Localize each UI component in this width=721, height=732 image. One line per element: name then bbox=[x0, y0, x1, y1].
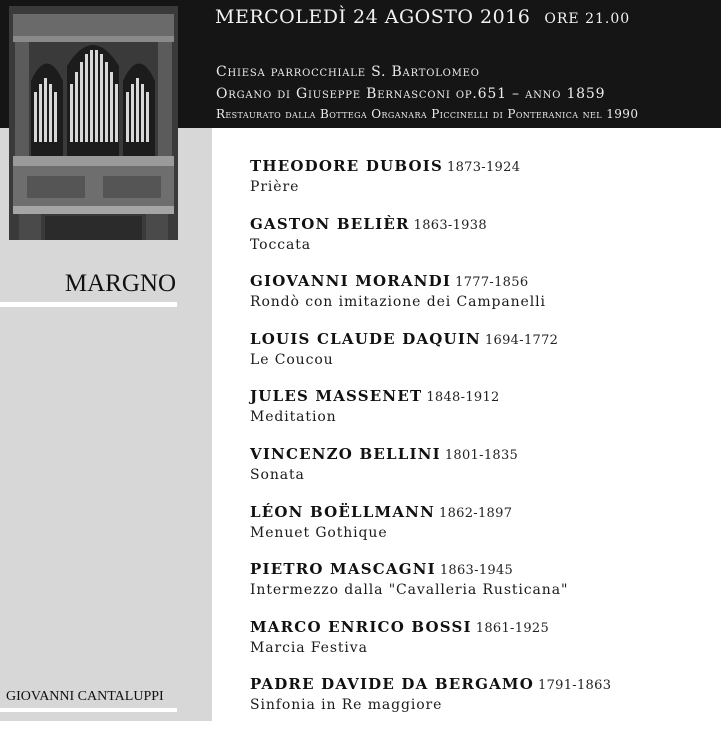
program-list bbox=[250, 156, 710, 732]
work-title: Toccata bbox=[250, 236, 311, 253]
town-name: MARGNO bbox=[64, 270, 176, 297]
composer-years: 1848-1912 bbox=[426, 390, 500, 406]
composer-name: JULES MASSENET bbox=[250, 387, 423, 406]
venue-restoration: Restaurato dalla Bottega Organara Piccinelli di Ponteranica nel 1990 bbox=[216, 107, 639, 121]
program-item bbox=[250, 156, 710, 214]
composer-years: 1863-1945 bbox=[439, 563, 514, 579]
composer-years: 1861-1925 bbox=[475, 620, 550, 636]
composer-name: PIETRO MASCAGNI bbox=[250, 560, 436, 579]
work-title: Prière bbox=[250, 179, 300, 195]
event-date: MERCOLEDÌ 24 AGOSTO 2016 bbox=[215, 6, 531, 28]
composer-years: 1801-1835 bbox=[444, 447, 519, 463]
composer-name: GASTON BELIÈR bbox=[250, 214, 410, 233]
event-time: ORE 21.00 bbox=[544, 11, 631, 27]
work-title: Rondò con imitazione dei Campanelli bbox=[250, 294, 546, 311]
composer-name: GIOVANNI MORANDI bbox=[250, 272, 452, 291]
venue-organ: Organo di Giuseppe Bernasconi op.651 – anno 1859 bbox=[216, 86, 606, 102]
event-date-line bbox=[215, 6, 630, 28]
organ-photo bbox=[9, 6, 178, 240]
program-item bbox=[250, 271, 710, 329]
program-item bbox=[250, 559, 710, 617]
composer-name: MARCO ENRICO BOSSI bbox=[250, 617, 472, 636]
composer-years: 1777-1856 bbox=[455, 275, 529, 291]
composer-years: 1863-1938 bbox=[413, 217, 487, 233]
composer-years: 1694-1772 bbox=[484, 332, 559, 348]
composer-name: THEODORE DUBOIS bbox=[250, 157, 443, 175]
program-item bbox=[250, 502, 710, 560]
composer-years: 1791-1863 bbox=[538, 678, 612, 694]
composer-years: 1862-1897 bbox=[439, 505, 513, 521]
composer-name: LOUIS CLAUDE DAQUIN bbox=[250, 329, 481, 348]
venue-church: Chiesa parrocchiale S. Bartolomeo bbox=[216, 64, 480, 80]
work-title: Sinfonia in Re maggiore bbox=[250, 697, 443, 714]
organ-illustration bbox=[9, 6, 178, 240]
performer-divider bbox=[0, 708, 177, 712]
composer-name: PADRE DAVIDE DA BERGAMO bbox=[250, 675, 534, 694]
program-item bbox=[250, 214, 710, 272]
town-divider bbox=[0, 302, 177, 307]
composer-years: 1873-1924 bbox=[447, 160, 521, 175]
work-title: Marcia Festiva bbox=[250, 639, 368, 656]
work-title: Meditation bbox=[250, 409, 337, 426]
composer-name: VINCENZO BELLINI bbox=[250, 444, 441, 463]
program-item bbox=[250, 674, 710, 732]
program-item bbox=[250, 386, 710, 444]
performer-name: GIOVANNI CANTALUPPI bbox=[6, 689, 164, 704]
work-title: Sonata bbox=[250, 466, 305, 483]
program-item bbox=[250, 329, 710, 387]
program-item bbox=[250, 444, 710, 502]
work-title: Menuet Gothique bbox=[250, 524, 388, 541]
composer-name: LÉON BOËLLMANN bbox=[250, 502, 435, 521]
work-title: Le Coucou bbox=[250, 351, 334, 368]
program-item bbox=[250, 617, 710, 675]
work-title: Intermezzo dalla "Cavalleria Rusticana" bbox=[250, 582, 569, 599]
